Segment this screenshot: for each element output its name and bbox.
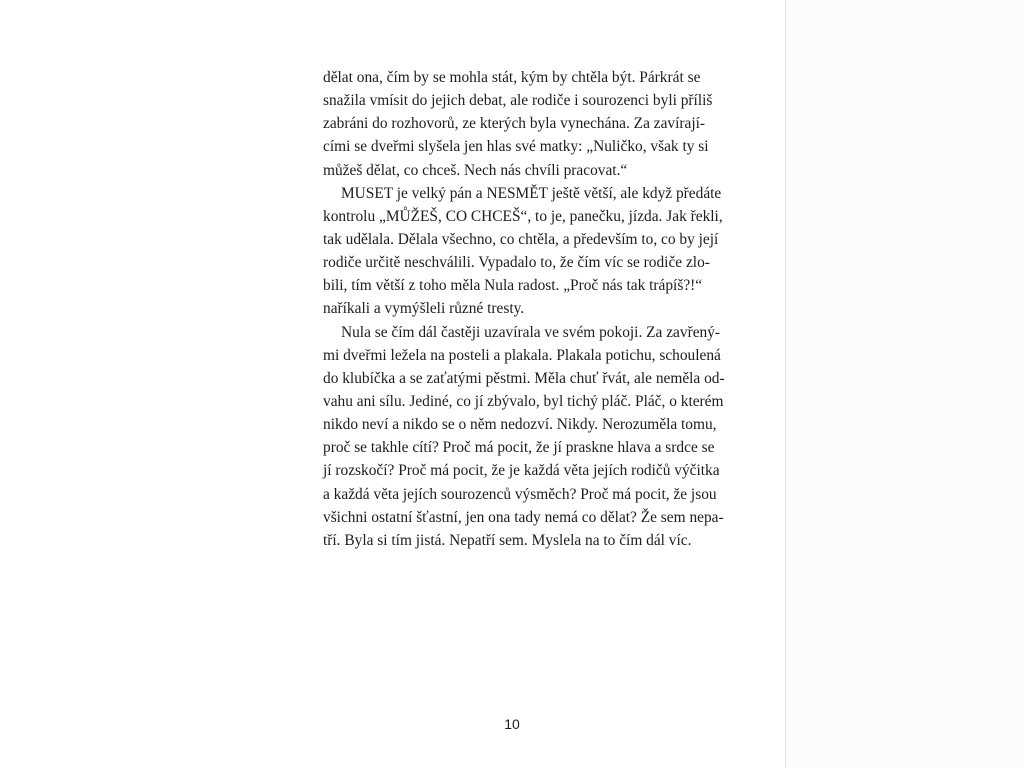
text-line: cími se dveřmi slyšela jen hlas své matky: „Nuličko, však ty si bbox=[323, 138, 709, 156]
text-line: jí rozskočí? Proč má pocit, že je každá věta jejích rodičů výčitka bbox=[323, 462, 720, 480]
body-text bbox=[323, 66, 725, 552]
text-line: mi dveřmi ležela na posteli a plakala. Plakala potichu, schoulená bbox=[323, 346, 721, 364]
adjacent-page-area bbox=[786, 0, 1024, 768]
text-line: bili, tím větší z toho měla Nula radost. „Proč nás tak trápíš?!“ bbox=[323, 277, 703, 295]
page-edge-divider bbox=[785, 0, 786, 768]
text-line: a každá věta jejích sourozenců výsměch? Proč má pocit, že jsou bbox=[323, 485, 717, 503]
text-line: můžeš dělat, co chceš. Nech nás chvíli pracovat.“ bbox=[323, 161, 628, 179]
text-line: nikdo neví a nikdo se o něm nedozví. Nikdy. Nerozuměla tomu, bbox=[323, 416, 717, 434]
page-number: 10 bbox=[504, 716, 520, 732]
text-line: zabráni do rozhovorů, ze kterých byla vynechána. Za zavírají- bbox=[323, 115, 706, 133]
text-line: snažila vmísit do jejich debat, ale rodiče i sourozenci byli příliš bbox=[323, 92, 713, 110]
text-line: Nula se čím dál častěji uzavírala ve svém pokoji. Za zavřený- bbox=[341, 323, 721, 341]
text-line: rodiče určitě neschválili. Vypadalo to, že čím víc se rodiče zlo- bbox=[323, 254, 710, 272]
text-line: naříkali a vymýšleli různé tresty. bbox=[323, 300, 525, 318]
text-line: do klubíčka a se zaťatými pěstmi. Měla chuť řvát, ale neměla od- bbox=[323, 369, 725, 387]
text-line: vahu ani sílu. Jediné, co jí zbývalo, byl tichý pláč. Pláč, o kterém bbox=[323, 392, 724, 410]
text-line: dělat ona, čím by se mohla stát, kým by chtěla být. Párkrát se bbox=[323, 69, 701, 86]
text-line: tak udělala. Dělala všechno, co chtěla, a především to, co by její bbox=[323, 230, 719, 248]
text-line: tří. Byla si tím jistá. Nepatří sem. Myslela na to čím dál víc. bbox=[323, 531, 692, 549]
text-line: MUSET je velký pán a NESMĚT ještě větší, ale když předáte bbox=[341, 184, 722, 202]
text-line: všichni ostatní šťastní, jen ona tady nemá co dělat? Že sem nepa- bbox=[323, 508, 724, 526]
text-line: proč se takhle cítí? Proč má pocit, že jí praskne hlava a srdce se bbox=[323, 439, 715, 457]
text-line: kontrolu „MŮŽEŠ, CO CHCEŠ“, to je, panečku, jízda. Jak řekli, bbox=[323, 207, 723, 225]
